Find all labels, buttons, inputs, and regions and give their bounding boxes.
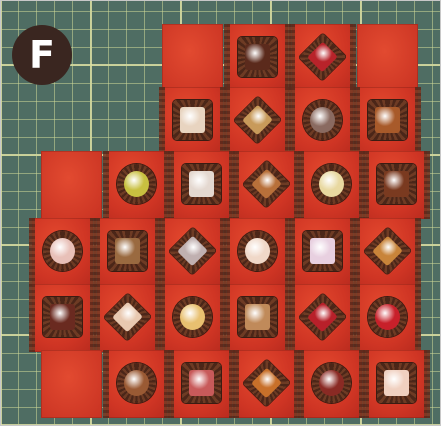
chocolate-motif [238, 297, 277, 337]
letter-badge: F [12, 25, 72, 85]
chocolate-filling [177, 236, 208, 267]
sashing-strip [159, 284, 165, 352]
chocolate-filling [245, 304, 270, 330]
candy-block [227, 24, 288, 92]
chocolate-motif [43, 297, 82, 337]
chocolate-motif [173, 100, 212, 140]
sashing-strip [354, 218, 360, 286]
sashing-strip [289, 218, 295, 286]
candy-block [171, 151, 232, 219]
chocolate-filling [319, 370, 344, 396]
candy-block [162, 87, 223, 155]
sashing-strip [224, 284, 230, 352]
sashing-strip [415, 284, 421, 352]
sashing-strip [289, 24, 295, 92]
sashing-strip [363, 350, 369, 418]
sashing-strip [289, 284, 295, 352]
quilt-row-3 [41, 151, 431, 219]
sashing-strip [354, 87, 360, 155]
candy-block [227, 87, 288, 155]
sashing-strip [224, 218, 230, 286]
chocolate-motif [243, 160, 290, 207]
candy-block [357, 284, 418, 352]
chocolate-filling [180, 107, 205, 133]
sashing-strip [103, 350, 109, 418]
candy-block [366, 350, 427, 418]
chocolate-filling [251, 169, 282, 200]
chocolate-motif [312, 363, 351, 403]
quilt-row-6 [41, 350, 431, 418]
chocolate-motif [303, 100, 342, 140]
chocolate-filling [375, 107, 400, 133]
chocolate-filling [189, 171, 214, 197]
candy-block [292, 218, 353, 286]
chocolate-filling [189, 370, 214, 396]
chocolate-motif [364, 227, 411, 274]
fabric-square [357, 24, 418, 92]
sashing-strip [94, 284, 100, 352]
chocolate-motif [368, 297, 407, 337]
sashing-strip [224, 87, 230, 155]
chocolate-filling [245, 238, 270, 264]
candy-block [292, 24, 353, 92]
chocolate-motif [234, 96, 281, 143]
sashing-strip [233, 151, 239, 219]
chocolate-filling [245, 44, 270, 70]
candy-block [301, 350, 362, 418]
sashing-strip [424, 350, 430, 418]
sashing-strip [168, 151, 174, 219]
chocolate-motif [243, 359, 290, 406]
chocolate-filling [251, 368, 282, 399]
sashing-strip [224, 24, 230, 92]
chocolate-motif [299, 33, 346, 80]
chocolate-motif [299, 293, 346, 340]
fabric-square [162, 24, 223, 92]
fabric-square [41, 151, 102, 219]
quilt-row-1 [162, 24, 422, 92]
chocolate-motif [43, 231, 82, 271]
chocolate-filling [310, 107, 335, 133]
sashing-strip [159, 87, 165, 155]
chocolate-motif [312, 164, 351, 204]
quilt-row-4 [32, 218, 422, 286]
sashing-strip [363, 151, 369, 219]
chocolate-filling [115, 238, 140, 264]
sashing-strip [415, 218, 421, 286]
chocolate-filling [112, 302, 143, 333]
sashing-strip [289, 87, 295, 155]
candy-block [236, 151, 297, 219]
quilt-row-5 [32, 284, 422, 352]
chocolate-filling [375, 304, 400, 330]
chocolate-filling [180, 304, 205, 330]
chocolate-motif [182, 164, 221, 204]
candy-block [171, 350, 232, 418]
chocolate-motif [377, 363, 416, 403]
chocolate-filling [50, 304, 75, 330]
chocolate-filling [124, 370, 149, 396]
candy-block [227, 218, 288, 286]
chocolate-filling [384, 171, 409, 197]
candy-block [32, 284, 93, 352]
sashing-strip [233, 350, 239, 418]
sashing-strip [298, 151, 304, 219]
candy-block [106, 151, 167, 219]
chocolate-filling [307, 302, 338, 333]
chocolate-motif [117, 363, 156, 403]
chocolate-filling [372, 236, 403, 267]
candy-block [366, 151, 427, 219]
sashing-strip [350, 24, 356, 92]
candy-block [227, 284, 288, 352]
chocolate-filling [124, 171, 149, 197]
chocolate-motif [368, 100, 407, 140]
chocolate-motif [173, 297, 212, 337]
chocolate-motif [238, 231, 277, 271]
candy-block [162, 218, 223, 286]
candy-block [32, 218, 93, 286]
sashing-strip [415, 87, 421, 155]
candy-block [292, 284, 353, 352]
chocolate-motif [104, 293, 151, 340]
chocolate-filling [307, 42, 338, 73]
candy-block [357, 87, 418, 155]
candy-block [301, 151, 362, 219]
sashing-strip [354, 284, 360, 352]
sashing-strip [29, 218, 35, 286]
sashing-strip [298, 350, 304, 418]
candy-block [97, 284, 158, 352]
candy-block [292, 87, 353, 155]
candy-block [97, 218, 158, 286]
fabric-square [41, 350, 102, 418]
chocolate-motif [238, 37, 277, 77]
chocolate-filling [319, 171, 344, 197]
sashing-strip [168, 350, 174, 418]
sashing-strip [103, 151, 109, 219]
chocolate-motif [108, 231, 147, 271]
sashing-strip [424, 151, 430, 219]
chocolate-filling [242, 105, 273, 136]
candy-block [162, 284, 223, 352]
quilt-row-2 [162, 87, 422, 155]
sashing-strip [159, 218, 165, 286]
chocolate-motif [117, 164, 156, 204]
sashing-strip [29, 284, 35, 352]
chocolate-motif [303, 231, 342, 271]
chocolate-motif [377, 164, 416, 204]
candy-block [236, 350, 297, 418]
sashing-strip [94, 218, 100, 286]
candy-block [106, 350, 167, 418]
chocolate-motif [169, 227, 216, 274]
chocolate-filling [384, 370, 409, 396]
candy-block [357, 218, 418, 286]
chocolate-filling [310, 238, 335, 264]
chocolate-motif [182, 363, 221, 403]
chocolate-filling [50, 238, 75, 264]
